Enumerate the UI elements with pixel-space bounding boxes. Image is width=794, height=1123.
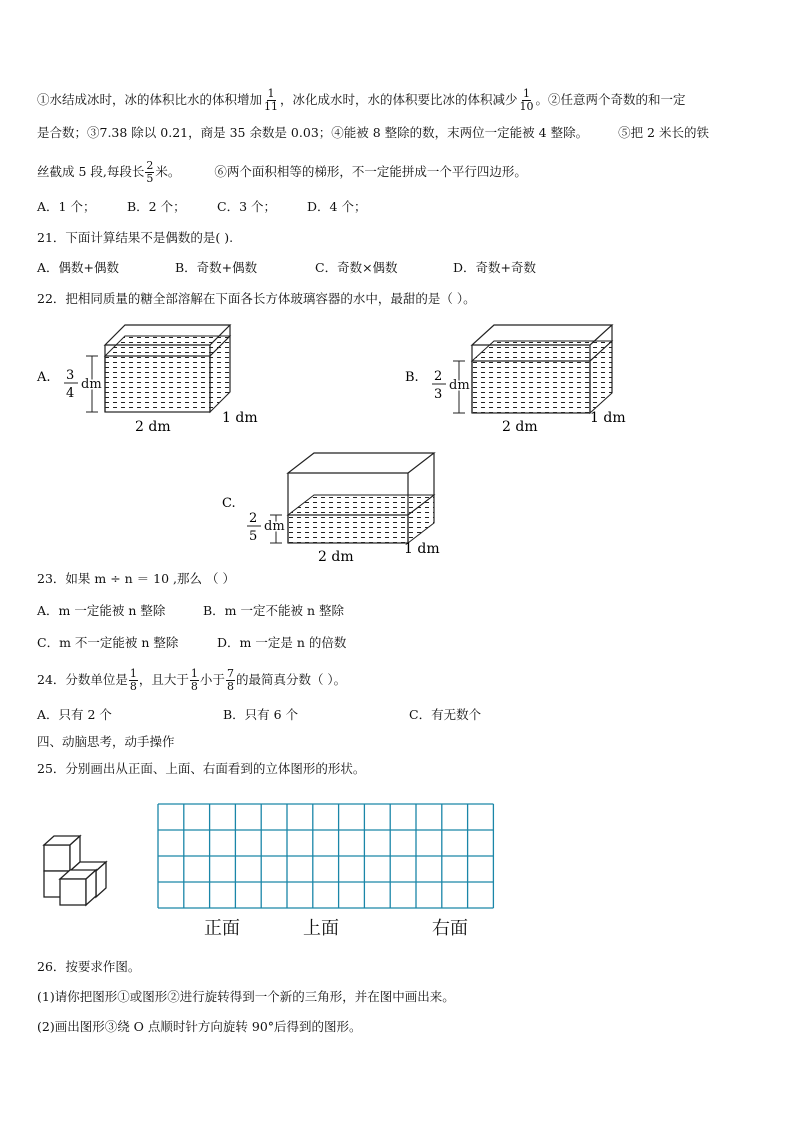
q22-containers-figure bbox=[0, 315, 794, 575]
fraction-1-10: $\frac{1}{10}$ bbox=[519, 87, 534, 113]
q20-option-c[interactable]: C．3 个； bbox=[217, 199, 276, 214]
q23-option-d[interactable]: D．m 一定是 n 的倍数 bbox=[217, 635, 347, 650]
svg-text:1 dm: 1 dm bbox=[222, 410, 258, 426]
fraction-1-11: $\frac{1}{11}$ bbox=[264, 87, 279, 113]
container-b-label: B. bbox=[405, 370, 419, 385]
svg-text:dm: dm bbox=[264, 519, 285, 534]
q23-option-b[interactable]: B．m 一定不能被 n 整除 bbox=[203, 603, 345, 618]
q25-cube-figure bbox=[38, 833, 118, 913]
q20-line-2: 是合数；③7.38 除以 0.21，商是 35 余数是 0.03；④能被 8 整除的数，末两位一定能被 4 整除。 ⑤把 2 米长的铁 bbox=[37, 125, 709, 140]
q21-option-a[interactable]: A．偶数+偶数 bbox=[37, 260, 120, 275]
svg-text:5: 5 bbox=[249, 529, 258, 544]
q21-option-b[interactable]: B．奇数+偶数 bbox=[175, 260, 258, 275]
svg-text:3: 3 bbox=[434, 387, 443, 402]
q26-part-2: (2)画出图形③绕 O 点顺时针方向旋转 90°后得到的图形。 bbox=[37, 1019, 362, 1034]
svg-text:2: 2 bbox=[434, 369, 443, 384]
container-a[interactable] bbox=[36, 325, 258, 435]
container-b[interactable] bbox=[405, 325, 626, 435]
svg-text:2 dm: 2 dm bbox=[135, 419, 171, 435]
q21-options bbox=[37, 259, 573, 277]
q24-options bbox=[37, 706, 481, 724]
q21-option-d[interactable]: D．奇数+奇数 bbox=[453, 260, 536, 275]
q23-stem: 23．如果 m ÷ n ＝ 10 ,那么 （ ） bbox=[37, 571, 235, 586]
container-a-label: A. bbox=[37, 370, 51, 385]
q20-options bbox=[37, 198, 397, 216]
q25-stem: 25．分别画出从正面、上面、右面看到的立体图形的形状。 bbox=[37, 761, 366, 776]
label-right-view: 右面 bbox=[432, 918, 468, 939]
q26-stem: 26．按要求作图。 bbox=[37, 959, 141, 974]
q23-option-a[interactable]: A．m 一定能被 n 整除 bbox=[37, 603, 166, 618]
fraction-1-8-b: $\frac{1}{8}$ bbox=[190, 667, 198, 693]
svg-text:dm: dm bbox=[449, 378, 470, 393]
q20-line-1: ①水结成冰时，冰的体积比水的体积增加 $\frac{1}{11}$ ，冰化成水时，水的体积要比冰的体积减少 $\frac{1}{10}$ 。②任意两个奇数的和一定 bbox=[37, 87, 686, 113]
q20-option-b[interactable]: B．2 个； bbox=[127, 199, 186, 214]
q20-option-d[interactable]: D．4 个； bbox=[307, 199, 367, 214]
svg-text:2 dm: 2 dm bbox=[502, 419, 538, 435]
svg-text:2 dm: 2 dm bbox=[318, 549, 354, 565]
q25-drawing-grid[interactable] bbox=[157, 803, 497, 913]
q21-option-c[interactable]: C．奇数×偶数 bbox=[315, 260, 398, 275]
container-c[interactable] bbox=[222, 453, 440, 565]
q23-options-row1 bbox=[37, 602, 344, 620]
section-4-heading: 四、动脑思考，动手操作 bbox=[37, 734, 175, 749]
q24-option-a[interactable]: A．只有 2 个 bbox=[37, 707, 112, 722]
q22-stem: 22．把相同质量的糖全部溶解在下面各长方体玻璃容器的水中，最甜的是（ ）。 bbox=[37, 291, 476, 306]
q23-options-row2 bbox=[37, 634, 346, 652]
q24-option-b[interactable]: B．只有 6 个 bbox=[223, 707, 299, 722]
svg-text:2: 2 bbox=[249, 511, 258, 526]
q20-option-a[interactable]: A．1 个； bbox=[37, 199, 96, 214]
label-top-view: 上面 bbox=[303, 918, 339, 939]
label-front-view: 正面 bbox=[204, 918, 240, 939]
svg-text:1 dm: 1 dm bbox=[590, 410, 626, 426]
fraction-7-8: $\frac{7}{8}$ bbox=[226, 667, 234, 693]
svg-text:1 dm: 1 dm bbox=[404, 541, 440, 557]
q23-option-c[interactable]: C．m 不一定能被 n 整除 bbox=[37, 635, 179, 650]
q24-option-c[interactable]: C．有无数个 bbox=[409, 707, 482, 722]
q26-part-1: (1)请你把图形①或图形②进行旋转得到一个新的三角形，并在图中画出来。 bbox=[37, 989, 455, 1004]
svg-text:dm: dm bbox=[81, 377, 102, 392]
fraction-2-5: $\frac{2}{5}$ bbox=[146, 159, 154, 185]
q24-stem: 24．分数单位是 $\frac{1}{8}$ ，且大于 $\frac{1}{8}$ 小于 $\frac{7}{8}$ 的最简真分数（ ）。 bbox=[37, 667, 347, 693]
container-c-label: C. bbox=[222, 496, 236, 511]
svg-text:4: 4 bbox=[66, 386, 75, 401]
svg-text:3: 3 bbox=[66, 368, 75, 383]
q21-stem: 21．下面计算结果不是偶数的是( ). bbox=[37, 230, 234, 245]
fraction-1-8-a: $\frac{1}{8}$ bbox=[129, 667, 137, 693]
q20-line-3: 丝截成 5 段,每段长 $\frac{2}{5}$ 米。 ⑥两个面积相等的梯形，不一定能拼成一个平行四边形。 bbox=[37, 159, 527, 185]
